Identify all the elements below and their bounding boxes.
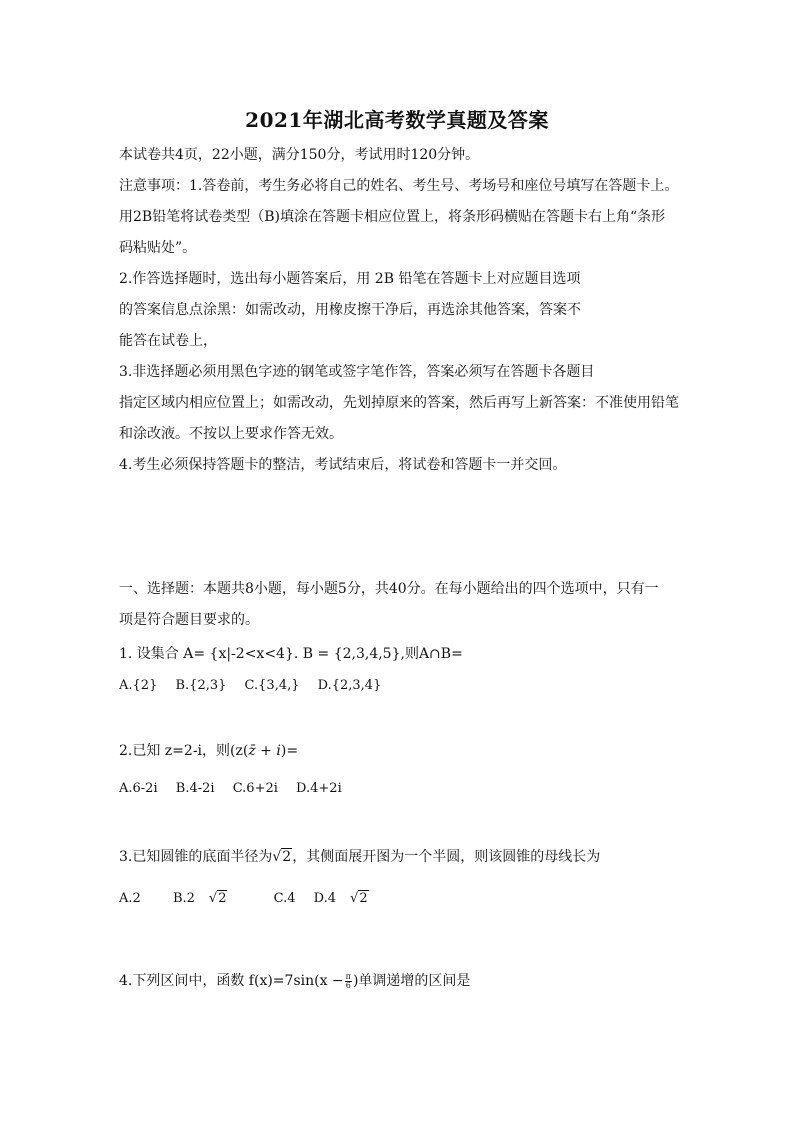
q3-option-d — [314, 891, 397, 906]
q2-option-b: B.4-2i — [175, 781, 215, 796]
note-1-line-3: 码粘贴处”。 — [119, 240, 197, 256]
question-1-stem: 1. 设集合 A= {x|-2<x<4}. B = {2,3,4,5},则A∩B= — [119, 646, 463, 662]
q3-option-a: A.2 — [119, 891, 141, 906]
q1-option-b: B.{2,3} — [175, 678, 227, 693]
section-heading-line-2: 项是符合题目要求的。 — [119, 612, 259, 628]
page-title: 2021年湖北高考数学真题及答案 — [245, 108, 549, 132]
note-3-line-3: 和涂改液。不按以上要求作答无效。 — [119, 426, 343, 442]
question-3-options — [119, 890, 411, 908]
q3-stem-text: 3.已知圆锥的底面半径为 — [119, 849, 273, 865]
sqrt-symbol: √2 — [208, 891, 227, 906]
q3-option-c: C.4 — [273, 891, 296, 906]
note-3-line-1: 3.非选择题必须用黑色字迹的钢笔或签字笔作答，答案必须写在答题卡各题目 — [119, 364, 595, 380]
q1-option-c: C.{3,4,} — [244, 678, 300, 693]
sqrt-symbol: √2 — [350, 891, 368, 906]
note-4: 4.考生必须保持答题卡的整洁，考试结束后，将试卷和答题卡一并交回。 — [119, 457, 567, 473]
note-3-line-2: 指定区域内相应位置上；如需改动，先划掉原来的答案，然后再写上新答案：不准使用铅笔 — [119, 395, 679, 411]
question-2-stem — [119, 742, 298, 760]
sqrt-symbol: √2 — [272, 849, 292, 865]
note-2-line-3: 能答在试卷上， — [119, 333, 217, 349]
question-2-options — [119, 780, 356, 798]
fraction-denominator: 6 — [345, 980, 351, 990]
q2-i: i — [276, 743, 281, 759]
q2-stem-text: 2.已知 z=2-i，则(z( — [119, 743, 249, 759]
q3-option-b — [173, 891, 256, 906]
q3-option-b-radicand: 2 — [218, 891, 227, 906]
q1-option-d: D.{2,3,4} — [317, 678, 382, 693]
note-1-line-2: 用2B铅笔将试卷类型（B)填涂在答题卡相应位置上，将条形码横贴在答题卡右上角“条形 — [119, 209, 666, 225]
q3-radicand: 2 — [282, 849, 292, 865]
intro-text: 本试卷共4页，22小题，满分150分，考试用时120分钟。 — [119, 147, 480, 163]
note-1-line-1: 注意事项：1.答卷前，考生务必将自己的姓名、考生号、考场号和座位号填写在答题卡上。 — [119, 178, 679, 194]
q3-option-b-text: B.2 — [172, 891, 195, 906]
section-heading-line-1: 一、选择题：本题共8小题，每小题5分，共40分。在每小题给出的四个选项中，只有一 — [119, 581, 659, 597]
q2-plus: + — [255, 743, 277, 759]
q2-zbar: z̄ — [248, 743, 256, 759]
q4-stem-text: 4.下列区间中，函数 f(x)=7sin(x − — [119, 973, 344, 989]
note-2-line-1: 2.作答选择题时，选出每小题答案后，用 2B 铅笔在答题卡上对应题目选项 — [119, 271, 581, 287]
question-4-stem — [119, 972, 470, 990]
fraction-numerator: π — [345, 971, 351, 981]
question-3-stem — [119, 848, 600, 866]
q4-stem-end: )单调递增的区间是 — [352, 973, 471, 989]
q2-option-c: C.6+2i — [232, 781, 278, 796]
q2-option-d: D.4+2i — [296, 781, 342, 796]
q2-option-a: A.6-2i — [119, 781, 158, 796]
note-2-line-2: 的答案信息点涂黑：如需改动，用橡皮擦干净后，再选涂其他答案，答案不 — [119, 302, 581, 318]
question-1-options — [119, 677, 395, 695]
q3-option-d-text: D.4 — [313, 891, 337, 906]
q2-stem-end: )= — [280, 743, 299, 759]
pi-over-6-fraction — [345, 973, 352, 990]
q3-stem-end: ，其侧面展开图为一个半圆，则该圆锥的母线长为 — [292, 849, 601, 865]
q3-option-d-radicand: 2 — [359, 891, 368, 906]
q1-option-a: A.{2} — [119, 678, 158, 693]
